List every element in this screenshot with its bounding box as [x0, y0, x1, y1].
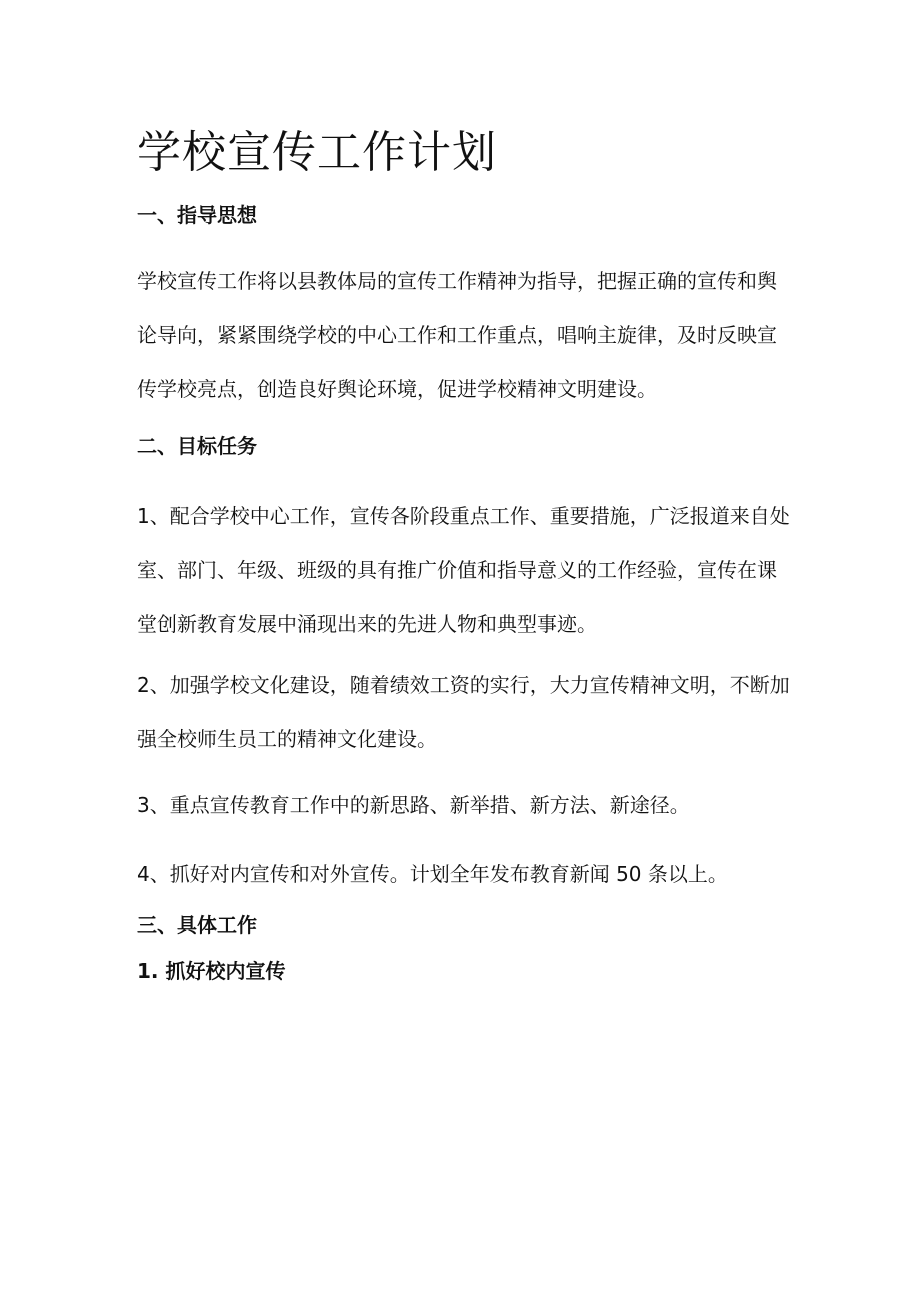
- paragraph-line: 传学校亮点，创造良好舆论环境，促进学校精神文明建设。: [137, 377, 657, 401]
- paragraph-line: 学校宣传工作将以县教体局的宣传工作精神为指导，把握正确的宣传和舆: [137, 269, 777, 293]
- paragraph-task-4: [137, 847, 787, 901]
- paragraph-task-1: [137, 489, 790, 651]
- section-heading-goals-tasks: 二、目标任务: [137, 434, 257, 458]
- paragraph-line: 堂创新教育发展中涌现出来的先进人物和典型事迹。: [137, 612, 597, 636]
- paragraph-line: 2、加强学校文化建设，随着绩效工资的实行，大力宣传精神文明，不断加: [137, 673, 790, 697]
- paragraph-line: 论导向，紧紧围绕学校的中心工作和工作重点，唱响主旋律，及时反映宣: [137, 323, 777, 347]
- subsection-heading-internal-publicity: 1. 抓好校内宣传: [137, 959, 286, 983]
- section-heading-guiding-ideology: 一、指导思想: [137, 203, 257, 227]
- document-title: 学校宣传工作计划: [137, 127, 497, 178]
- paragraph-line: 室、部门、年级、班级的具有推广价值和指导意义的工作经验，宣传在课: [137, 558, 777, 582]
- section-heading-specific-work: 三、具体工作: [137, 913, 257, 937]
- paragraph-guiding-ideology: [137, 254, 787, 416]
- paragraph-line: 4、抓好对内宣传和对外宣传。计划全年发布教育新闻 50 条以上。: [137, 862, 728, 886]
- paragraph-task-2: [137, 658, 790, 766]
- paragraph-task-3: [137, 778, 787, 832]
- paragraph-line: 强全校师生员工的精神文化建设。: [137, 727, 437, 751]
- paragraph-line: 3、重点宣传教育工作中的新思路、新举措、新方法、新途径。: [137, 793, 690, 817]
- paragraph-line: 1、配合学校中心工作，宣传各阶段重点工作、重要措施，广泛报道来自处: [137, 504, 790, 528]
